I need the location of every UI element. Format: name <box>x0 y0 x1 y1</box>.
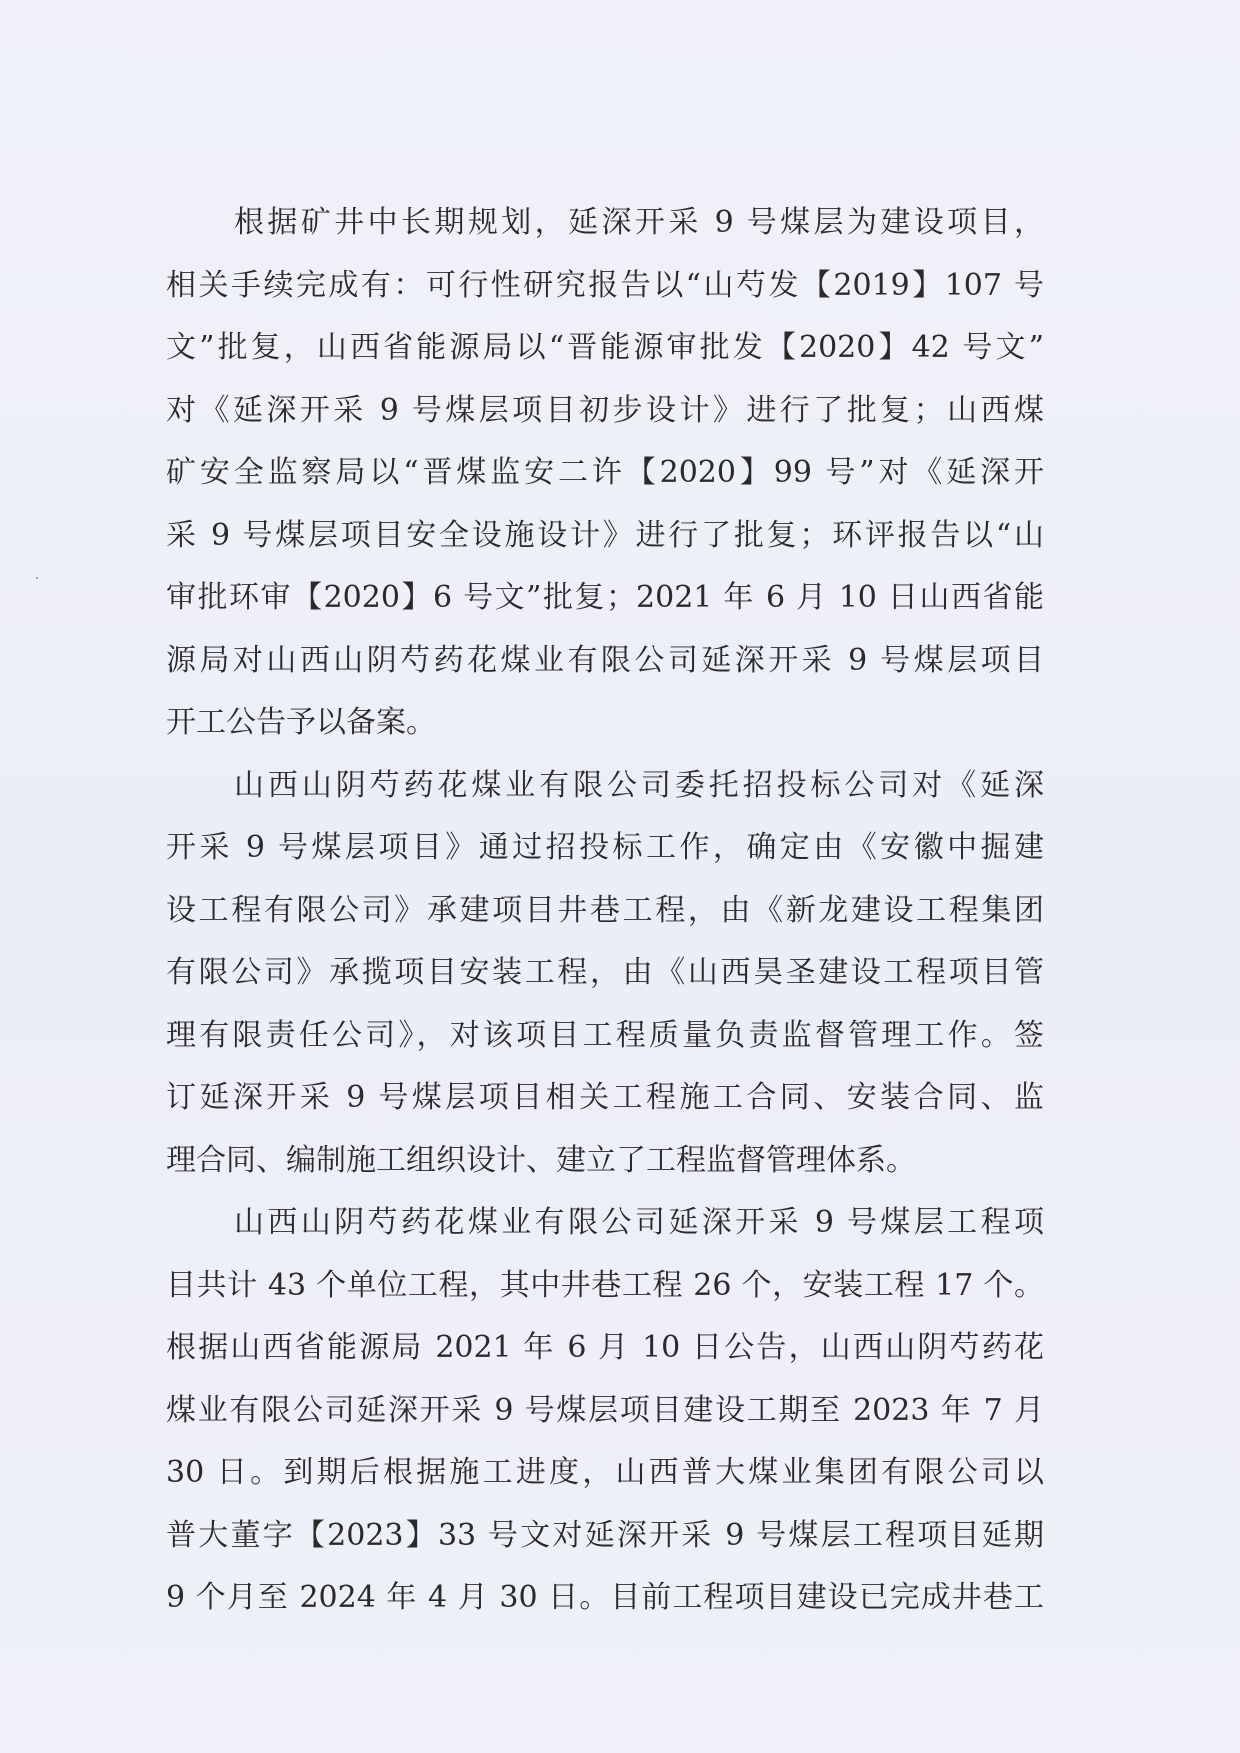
text-line: 源局对山西山阴芍药花煤业有限公司延深开采 9 号煤层项目 <box>166 642 1044 678</box>
text-line: 开采 9 号煤层项目》通过招投标工作，确定由《安徽中掘建 <box>166 830 1044 865</box>
text-line: 相关手续完成有：可行性研究报告以“山芍发【2019】107 号 <box>166 267 1044 303</box>
paragraph-bidding <box>166 755 1044 1193</box>
text-line: 普大董字【2023】33 号文对延深开采 9 号煤层工程项目延期 <box>166 1517 1044 1553</box>
text-line: 山西山阴芍药花煤业有限公司延深开采 9 号煤层工程项 <box>234 1205 1044 1240</box>
text-line: 矿安全监察局以“晋煤监安二许【2020】99 号”对《延深开 <box>166 455 1044 490</box>
text-line: 目共计 43 个单位工程，其中井巷工程 26 个，安装工程 17 个。 <box>166 1267 1044 1303</box>
text-line: 采 9 号煤层项目安全设施设计》进行了批复；环评报告以“山 <box>166 517 1044 553</box>
text-line: 30 日。到期后根据施工进度，山西普大煤业集团有限公司以 <box>166 1455 1044 1490</box>
text-line: 有限公司》承揽项目安装工程，由《山西昊圣建设工程项目管 <box>166 955 1044 990</box>
text-line: 根据山西省能源局 2021 年 6 月 10 日公告，山西山阴芍药花 <box>166 1330 1044 1365</box>
text-line: 审批环审【2020】6 号文”批复；2021 年 6 月 10 日山西省能 <box>166 580 1044 615</box>
text-line: 9 个月至 2024 年 4 月 30 日。目前工程项目建设已完成井巷工 <box>166 1580 1044 1615</box>
text-line: 煤业有限公司延深开采 9 号煤层项目建设工期至 2023 年 7 月 <box>166 1392 1044 1428</box>
text-line: 开工公告予以备案。 <box>166 705 436 740</box>
scan-speck <box>36 577 38 579</box>
text-line: 对《延深开采 9 号煤层项目初步设计》进行了批复；山西煤 <box>166 392 1044 428</box>
paragraph-project-status <box>166 1192 1044 1630</box>
text-line: 文”批复，山西省能源局以“晋能源审批发【2020】42 号文” <box>166 330 1044 365</box>
paragraph-mine-planning <box>166 192 1044 755</box>
text-line: 山西山阴芍药花煤业有限公司委托招投标公司对《延深 <box>234 767 1044 803</box>
text-line: 理有限责任公司》，对该项目工程质量负责监督管理工作。签 <box>166 1017 1044 1053</box>
text-line: 设工程有限公司》承建项目井巷工程，由《新龙建设工程集团 <box>166 892 1044 928</box>
text-line: 理合同、编制施工组织设计、建立了工程监督管理体系。 <box>166 1142 916 1178</box>
text-line: 订延深开采 9 号煤层项目相关工程施工合同、安装合同、监 <box>166 1080 1044 1115</box>
document-body <box>166 192 1044 1630</box>
text-line: 根据矿井中长期规划，延深开采 9 号煤层为建设项目， <box>234 205 1044 240</box>
